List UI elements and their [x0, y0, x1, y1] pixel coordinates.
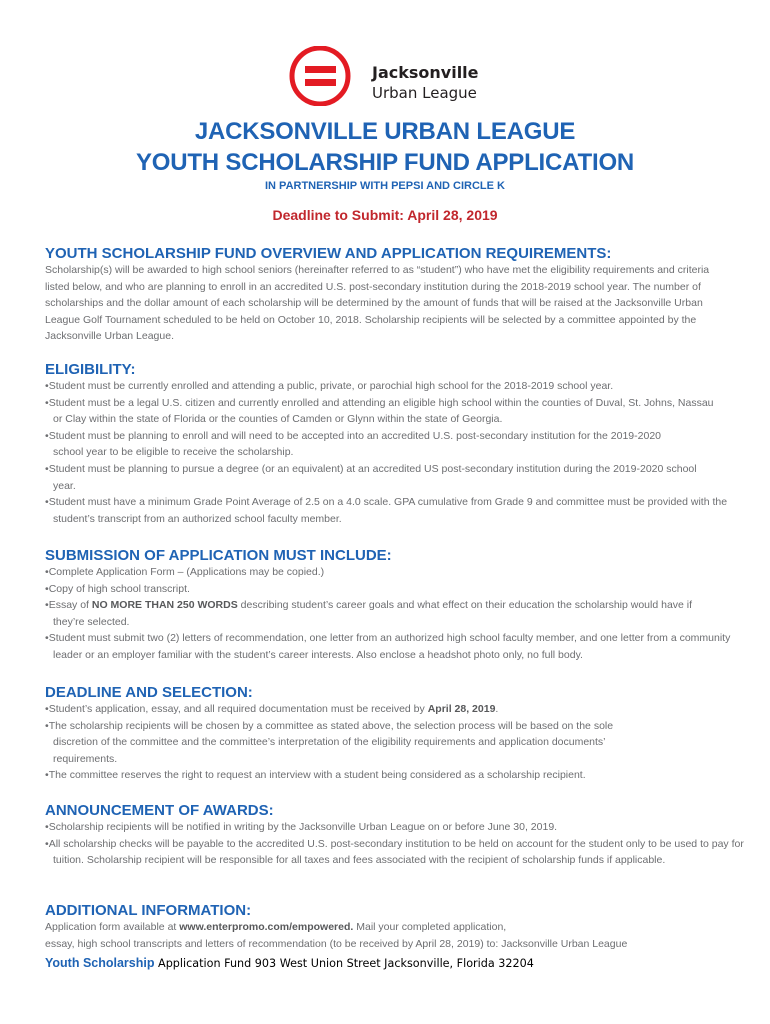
eligibility-item: • Student must be currently enrolled and attending a public, private, or parochial high school for the 2018-2019 school year.: [45, 378, 745, 395]
submission-item: • Copy of high school transcript.: [45, 581, 745, 598]
page-subtitle: YOUTH SCHOLARSHIP FUND APPLICATION: [135, 149, 635, 176]
deadline-item: • The committee reserves the right to request an interview with a student being considered as a scholarship recipient.: [45, 767, 745, 784]
overview-text: Scholarship(s) will be awarded to high school seniors (hereinafter referred to as “student”) who have met the eligibility requirements and criteria listed below, and who are planning to enroll in an accredited U.S. post-secondary institution during the 2018-2019 school year. The number of scholarships and the dollar amount of each scholarship will be determined by the amount of funds that will be raised at the Jacksonville Urban League Golf Tournament scheduled to be held on October 10, 2018. Scholarship recipients will be selected by a committee appointed by the Jacksonville Urban League.: [45, 264, 710, 343]
additional-line1: [45, 919, 745, 936]
page-title: JACKSONVILLE URBAN LEAGUE: [194, 118, 576, 145]
submission-item: • Student must submit two (2) letters of recommendation, one letter from an authorized high school faculty member, and one letter from a community leader or an employer familiar with the student’s career interests. Also enclose a headshot photo only, no full body.: [45, 630, 745, 663]
deadline-item: [45, 701, 745, 718]
submission-item: [45, 597, 745, 630]
footer-bold-label: Youth Scholarship: [45, 956, 155, 970]
mailing-address: [45, 954, 534, 972]
deadline-selection-list: [45, 701, 745, 784]
additional-line2: essay, high school transcripts and letters of recommendation (to be received by April 28, 2019) to: Jacksonville Urban League: [45, 938, 628, 950]
eligibility-item: • Student must be planning to pursue a degree (or an equivalent) at an accredited US post-secondary institution during the 2019-2020 school year.: [45, 461, 745, 494]
deadline-selection-heading: DEADLINE AND SELECTION:: [45, 684, 253, 701]
deadline-item-pre: Student’s application, essay, and all required documentation must be received by: [48, 703, 428, 715]
deadline-banner: Deadline to Submit: April 28, 2019: [272, 207, 498, 223]
announcement-item: • Scholarship recipients will be notified in writing by the Jacksonville Urban League on or before June 30, 2019.: [45, 819, 745, 836]
partnership-line: IN PARTNERSHIP WITH PEPSI AND CIRCLE K: [265, 180, 505, 192]
submission-item: • Complete Application Form – (Applications may be copied.): [45, 564, 745, 581]
deadline-item-post: .: [495, 703, 499, 715]
essay-word-limit: NO MORE THAN 250 WORDS: [91, 599, 238, 612]
equal-sign-logo-icon: [288, 46, 358, 106]
essay-post: describing student’s career goals and what effect on their education the scholarship would have if they’re selected.: [53, 599, 693, 628]
logo-line1: Jacksonville: [372, 63, 479, 82]
additional-line1-post: Mail your completed application,: [353, 921, 507, 933]
deadline-item: • The scholarship recipients will be chosen by a committee as stated above, the selection process will be based on the sole discretion of the committee and the committee’s interpretation of the eligibility requirements and application documents’ requirements.: [45, 718, 745, 768]
eligibility-item: • Student must be planning to enroll and will need to be accepted into an accredited U.S. post-secondary institution for the 2019-2020 school year to be eligible to receive the scholarship.: [45, 428, 745, 461]
essay-pre: Essay of: [48, 599, 92, 612]
jul-logo: [288, 46, 488, 106]
deadline-date: April 28, 2019: [427, 703, 496, 715]
submission-list: [45, 564, 745, 664]
eligibility-item: • Student must have a minimum Grade Point Average of 2.5 on a 4.0 scale. GPA cumulative from Grade 9 and committee must be provided with the student’s transcript from an authorized school faculty member.: [45, 494, 745, 527]
footer-address: Application Fund 903 West Union Street Jacksonville, Florida 32204: [154, 957, 534, 970]
eligibility-item: • Student must be a legal U.S. citizen and currently enrolled and attending an eligible high school within the counties of Duval, St. Johns, Nassau or Clay within the state of Florida or the counties of Camden or Glynn within the state of Georgia.: [45, 395, 745, 428]
eligibility-list: [45, 378, 745, 527]
announcement-item: • All scholarship checks will be payable to the accredited U.S. post-secondary institution to be held on account for the student only to be used to pay for tuition. Scholarship recipient will be responsible for all taxes and fees associated with the recipient of scholarship funds if applicable.: [45, 836, 745, 869]
overview-heading: YOUTH SCHOLARSHIP FUND OVERVIEW AND APPLICATION REQUIREMENTS:: [45, 245, 612, 262]
announcement-heading: ANNOUNCEMENT OF AWARDS:: [45, 802, 274, 819]
submission-heading: SUBMISSION OF APPLICATION MUST INCLUDE:: [45, 547, 392, 564]
logo-line2: Urban League: [372, 84, 477, 102]
additional-heading: ADDITIONAL INFORMATION:: [45, 902, 252, 919]
eligibility-heading: ELIGIBILITY:: [45, 361, 136, 378]
additional-line1-pre: Application form available at: [45, 921, 180, 933]
logo-wordmark: [372, 63, 479, 103]
application-url-link[interactable]: www.enterpromo.com/empowered.: [179, 921, 354, 933]
announcement-list: [45, 819, 745, 869]
